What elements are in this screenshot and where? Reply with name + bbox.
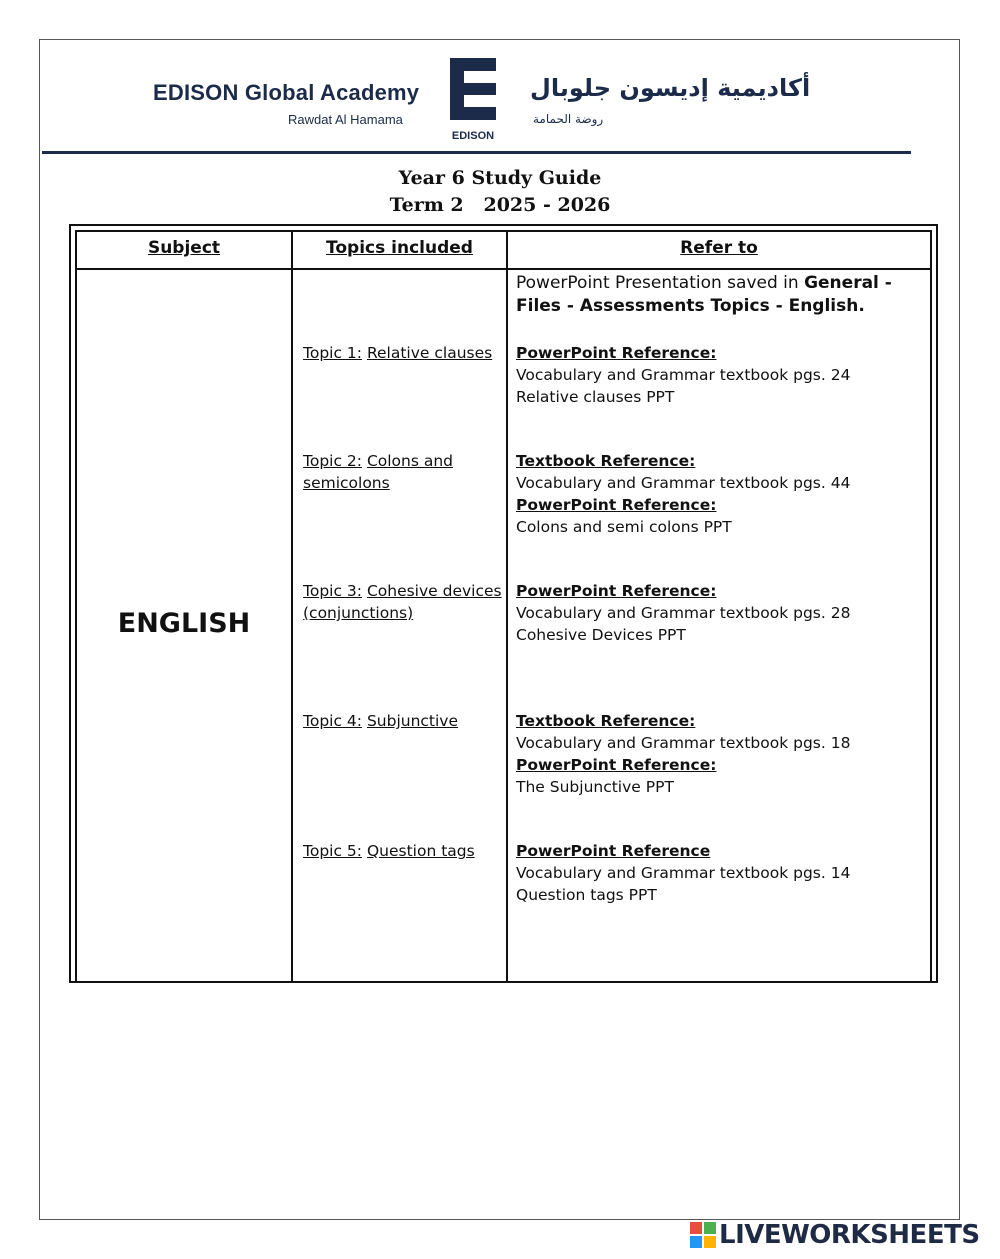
school-name-en: EDISON Global Academy [153,80,420,105]
doc-term: Term 2 2025 - 2026 [389,194,611,216]
ref-5: PowerPoint Reference Vocabulary and Grammar textbook pgs. 14 Question tags PPT [516,842,851,904]
topic-2: Topic 2: Colons and semicolons [303,452,454,492]
liveworksheets-logo-icon [690,1222,716,1248]
campus-name-ar: روضة الحمامة [533,112,604,126]
header-topics: Topics included [291,230,508,270]
topics-cell [291,268,508,983]
topic-5: Topic 5: Question tags [303,842,475,860]
header-subject: Subject [75,230,293,270]
liveworksheets-brand[interactable] [690,1220,980,1250]
header-divider [42,151,911,154]
ref-4: Textbook Reference: Vocabulary and Grammar textbook pgs. 18 PowerPoint Reference: The Subjunctive PPT [516,712,851,796]
header-refer: Refer to [506,230,932,270]
logo-wordmark: EDISON [451,130,495,142]
campus-name-en: Rawdat Al Hamama [288,112,403,127]
subject-name: ENGLISH [117,608,251,639]
intro-note: PowerPoint Presentation saved in General - Files - Assessments Topics - English. [516,273,892,316]
topic-3: Topic 3: Cohesive devices (conjunctions) [303,582,502,622]
ref-2: Textbook Reference: Vocabulary and Grammar textbook pgs. 44 PowerPoint Reference: Colons and semi colons PPT [516,452,851,536]
school-header [150,58,810,148]
ref-1: PowerPoint Reference: Vocabulary and Grammar textbook pgs. 24 Relative clauses PPT [516,344,851,406]
school-name-ar: أكاديمية إديسون جلوبال [530,74,811,102]
liveworksheets-wordmark: LIVEWORKSHEETS [719,1220,980,1250]
edison-e-logo-icon [450,58,496,120]
ref-3: PowerPoint Reference: Vocabulary and Grammar textbook pgs. 28 Cohesive Devices PPT [516,582,851,644]
doc-title: Year 6 Study Guide [398,167,602,189]
topic-4: Topic 4: Subjunctive [303,712,459,730]
intro-path: General - Files - Assessments Topics - English. [516,273,892,316]
topic-1: Topic 1: Relative clauses [303,344,493,362]
